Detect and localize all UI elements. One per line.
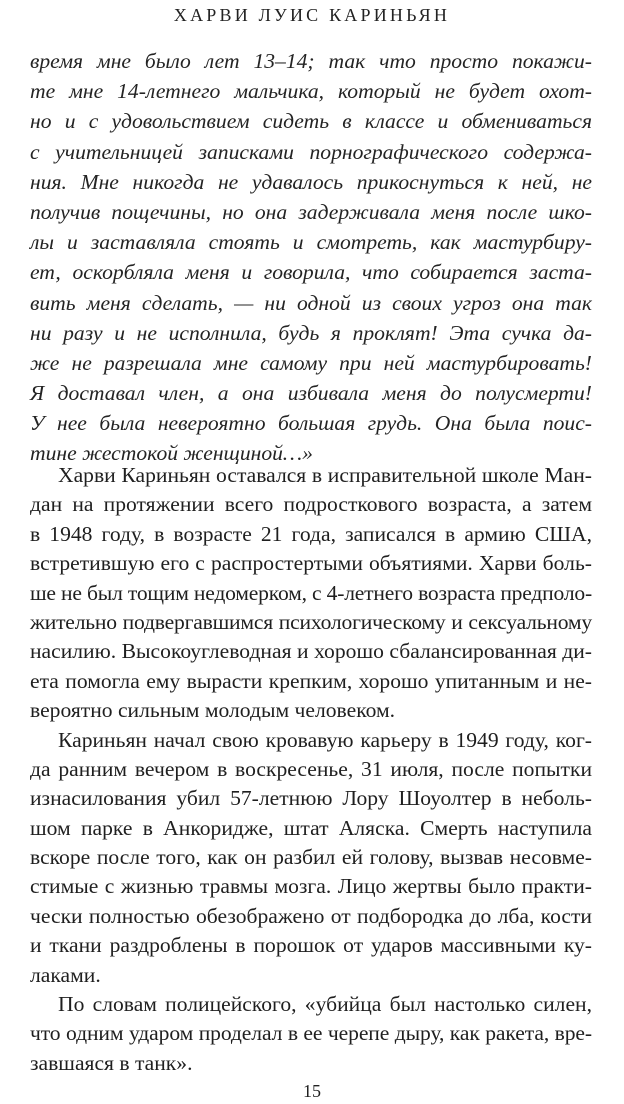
quote-line: ет, оскорбляла меня и говорила, что собирается заста- xyxy=(30,260,592,285)
paragraph-line: жительно подвергавшимся психологическому и сексуальному xyxy=(30,609,592,634)
paragraph-line: ета помогла ему вырасти крепким, хорошо упитанным и не- xyxy=(30,668,592,693)
paragraph-line: вероятно сильным молодым человеком. xyxy=(30,698,396,723)
body-text xyxy=(30,461,592,1078)
paragraph-line: По словам полицейского, «убийца был настолько силен, xyxy=(58,992,592,1017)
paragraph xyxy=(30,726,592,991)
quote-line: ния. Мне никогда не удавалось прикоснуться к ней, не xyxy=(30,169,592,194)
quote-line: вить меня сделать, — ни одной из своих угроз она так xyxy=(30,290,592,315)
quote-line: ни разу и не исполнила, будь я проклят! Эта сучка да- xyxy=(30,320,592,345)
quote-line: получив пощечины, но она задерживала меня после шко- xyxy=(30,199,592,224)
quote-line: те мне 14-летнего мальчика, который не будет охот- xyxy=(30,79,592,104)
quote-line: с учительницей записками порнографического содержа- xyxy=(30,139,592,164)
paragraph-line: шом парке в Анкоридже, штат Аляска. Смерть наступила xyxy=(30,815,592,840)
paragraph xyxy=(30,461,592,726)
quote-line: У нее была невероятно большая грудь. Она была поис- xyxy=(30,411,592,436)
paragraph-line: и ткани раздроблены в порошок от ударов массивными ку- xyxy=(30,933,592,958)
paragraph-line: дан на протяжении всего подросткового возраста, а затем xyxy=(30,492,592,517)
quote-line: время мне было лет 13–14; так что просто покажи- xyxy=(30,49,592,73)
paragraph-line: изнасилования убил 57-летнюю Лору Шоуолтер в неболь- xyxy=(30,786,592,811)
quote-line: же не разрешала мне самому при ней мастурбировать! xyxy=(30,350,592,375)
paragraph-line: Харви Кариньян оставался в исправительной школе Ман- xyxy=(58,463,592,487)
paragraph-line: насилию. Высокоуглеводная и хорошо сбалансированная ди- xyxy=(30,639,592,664)
quote-line: Я доставал член, а она избивала меня до полусмерти! xyxy=(30,381,592,406)
paragraph xyxy=(30,990,592,1078)
paragraph-line: вскоре после того, как он разбил ей голову, вызвав несовме- xyxy=(30,845,592,870)
paragraph-line: завшаяся в танк». xyxy=(30,1050,193,1075)
paragraph-line: ше не был тощим недомерком, с 4-летнего возраста предполо- xyxy=(30,580,592,605)
running-header: ХАРВИ ЛУИС КАРИНЬЯН xyxy=(173,5,451,25)
paragraph-line: Кариньян начал свою кровавую карьеру в 1949 году, ког- xyxy=(58,727,592,752)
page-number: 15 xyxy=(303,1081,321,1101)
quote-line: но и с удовольствием сидеть в классе и обмениваться xyxy=(30,109,592,134)
quote-block xyxy=(30,46,592,469)
paragraph-line: встретившую его с распростертыми объятиями. Харви боль- xyxy=(30,551,592,576)
paragraph-line: в 1948 году, в возрасте 21 года, записался в армию США, xyxy=(30,521,592,546)
paragraph-line: лаками. xyxy=(30,962,101,987)
paragraph-line: чески полностью обезображено от подбородка до лба, кости xyxy=(30,903,592,928)
paragraph-line: что одним ударом проделал в ее черепе дыру, как ракета, вре- xyxy=(30,1021,592,1046)
paragraph-line: да ранним вечером в воскресенье, 31 июля, после попытки xyxy=(30,756,592,781)
quote-line: лы и заставляла стоять и смотреть, как мастурбиру- xyxy=(30,230,592,255)
paragraph-line: стимые с жизнью травмы мозга. Лицо жертвы было практи- xyxy=(30,874,592,899)
quote-line: тине жестокой женщиной…» xyxy=(30,441,313,466)
